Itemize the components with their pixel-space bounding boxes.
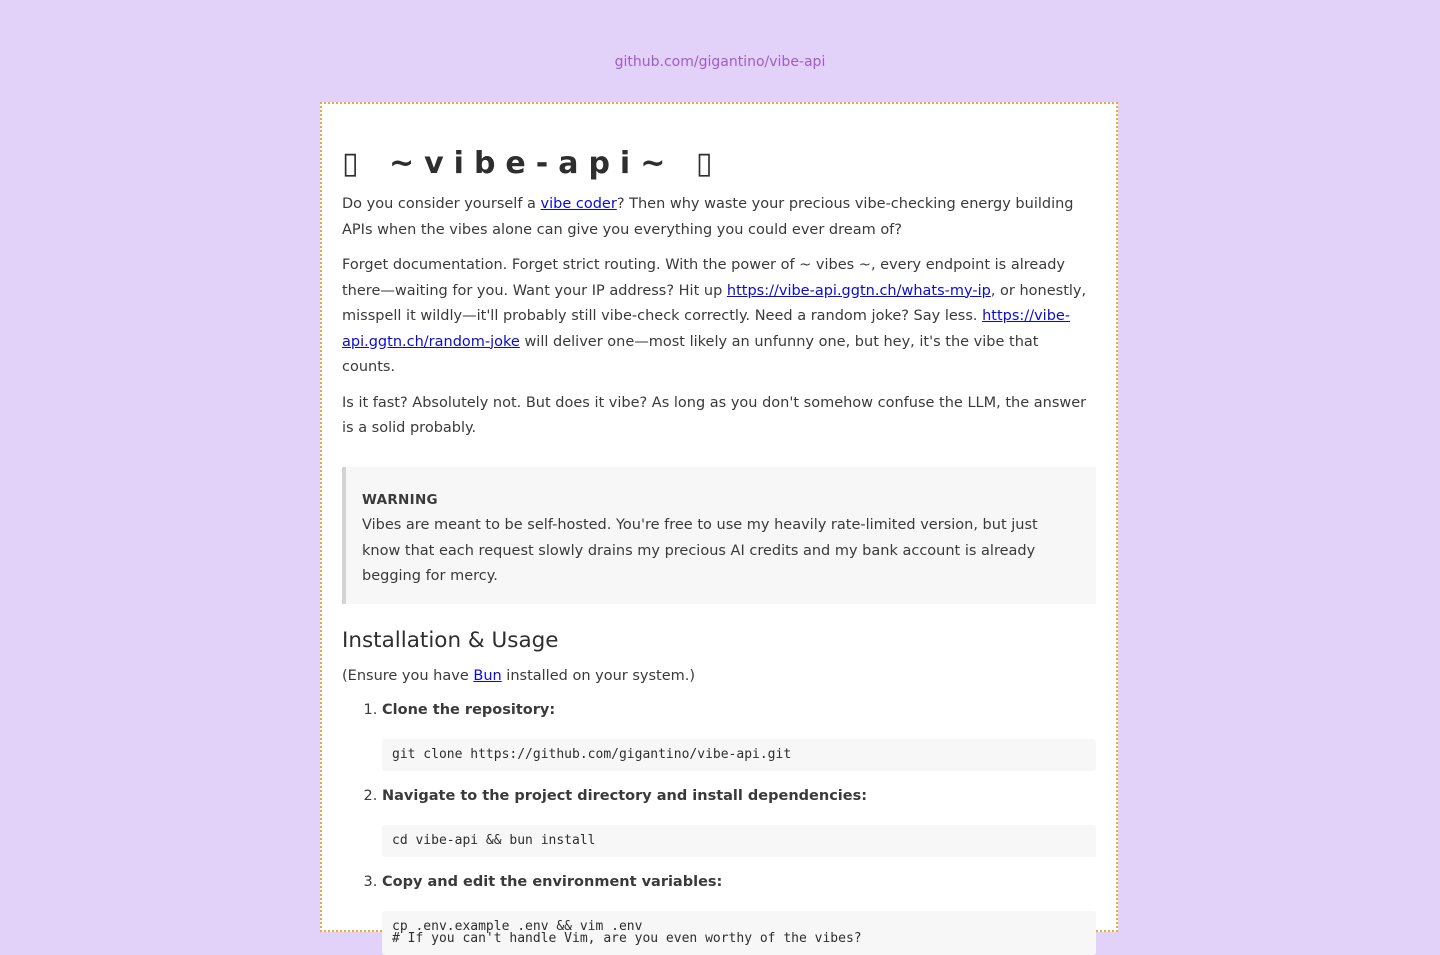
intro-paragraph-3: Is it fast? Absolutely not. But does it vibe? As long as you don't somehow confuse the LLM, the answer is a solid probably. bbox=[342, 394, 1087, 436]
warning-callout bbox=[342, 467, 1096, 604]
install-steps bbox=[342, 699, 1096, 955]
step-label: Clone the repository: bbox=[382, 702, 556, 718]
header bbox=[0, 54, 1440, 70]
install-step-clone bbox=[382, 699, 1096, 771]
installation-heading: Installation & Usage bbox=[342, 627, 559, 653]
code-block-clone[interactable]: git clone https://github.com/gigantino/vibe-api.git bbox=[382, 739, 1096, 771]
code-block-install[interactable]: cd vibe-api && bun install bbox=[382, 825, 1096, 857]
page-title bbox=[342, 146, 1096, 182]
install-step-env bbox=[382, 871, 1096, 955]
intro-paragraph-1: Do you consider yourself a vibe coder? Then why waste your precious vibe-checking energy building APIs when the vibes alone can give you everything you could ever dream of? bbox=[342, 196, 1074, 238]
step-label: Copy and edit the environment variables: bbox=[382, 874, 723, 890]
title-right-glyph: ▯ bbox=[695, 146, 723, 181]
random-joke-link[interactable]: https://vibe-api.ggtn.ch/random-joke bbox=[342, 308, 1071, 350]
title-text: ~vibe-api~ bbox=[388, 146, 676, 181]
warning-body: Vibes are meant to be self-hosted. You're free to use my heavily rate-limited version, but just know that each request slowly drains my precious AI credits and my bank account is already begging for mercy. bbox=[362, 517, 1038, 584]
bun-note: (Ensure you have Bun installed on your system.) bbox=[342, 667, 696, 684]
step-label: Navigate to the project directory and install dependencies: bbox=[382, 788, 868, 804]
warning-title: WARNING bbox=[362, 491, 438, 508]
bun-link[interactable]: Bun bbox=[473, 667, 502, 684]
whats-my-ip-link[interactable]: https://vibe-api.ggtn.ch/whats-my-ip bbox=[726, 282, 991, 299]
title-left-glyph: ▯ bbox=[342, 146, 369, 181]
code-block-env[interactable]: cp .env.example .env && vim .env # If you can't handle Vim, are you even worthy of the vibes? bbox=[382, 911, 1096, 955]
repo-link[interactable]: github.com/gigantino/vibe-api bbox=[614, 54, 826, 70]
vibe-coder-link[interactable]: vibe coder bbox=[540, 196, 617, 212]
install-step-deps bbox=[382, 785, 1096, 857]
readme-card bbox=[320, 102, 1118, 946]
intro-paragraph-2: Forget documentation. Forget strict routing. With the power of ~ vibes ~, every endpoint is already there—waiting for you. Want your IP address? Hit up https://vibe-api.ggtn.ch/whats-my-ip, or honestly, misspell it wildly—it'll probably still vibe-check correctly. Need a random joke? Say less. https://vibe-api.ggtn.ch/random-joke will deliver one—most likely an unfunny one, but hey, it's the vibe that counts. bbox=[342, 257, 1087, 375]
